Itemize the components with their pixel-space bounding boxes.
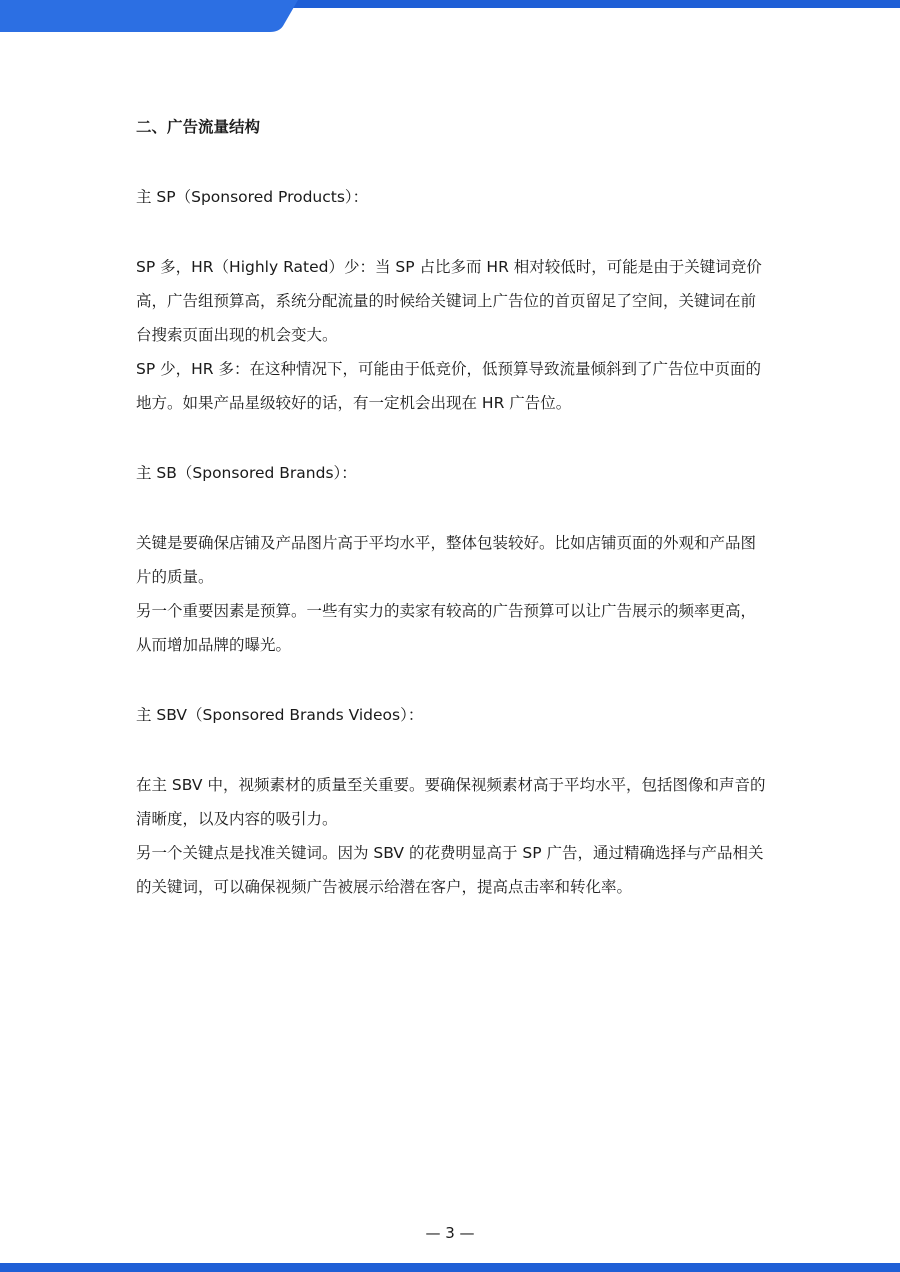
spacer <box>136 420 771 456</box>
spacer <box>136 490 771 526</box>
sbv-paragraph-1: 在主 SBV 中，视频素材的质量至关重要。要确保视频素材高于平均水平，包括图像和声音的清晰度，以及内容的吸引力。 <box>136 776 766 828</box>
sb-paragraph-1: 关键是要确保店铺及产品图片高于平均水平，整体包装较好。比如店铺页面的外观和产品图片的质量。 <box>136 534 757 586</box>
sbv-section-title: 主 SBV（Sponsored Brands Videos）： <box>136 706 424 724</box>
sp-paragraph-2: SP 少，HR 多：在这种情况下，可能由于低竞价，低预算导致流量倾斜到了广告位中页面的地方。如果产品星级较好的话，有一定机会出现在 HR 广告位。 <box>136 360 761 412</box>
spacer <box>136 214 771 250</box>
sp-paragraph-1: SP 多，HR（Highly Rated）少：当 SP 占比多而 HR 相对较低时，可能是由于关键词竞价高，广告组预算高，系统分配流量的时候给关键词上广告位的首页留足了空间，关键词在前台搜索页面出现的机会变大。 <box>136 258 762 344</box>
section-heading: 二、广告流量结构 <box>136 118 261 136</box>
sbv-paragraph-2: 另一个关键点是找准关键词。因为 SBV 的花费明显高于 SP 广告，通过精确选择与产品相关的关键词，可以确保视频广告被展示给潜在客户，提高点击率和转化率。 <box>136 844 764 896</box>
spacer <box>136 662 771 698</box>
header-tab-shape <box>0 0 298 32</box>
spacer <box>136 732 771 768</box>
sp-section-title: 主 SP（Sponsored Products）： <box>136 188 369 206</box>
document-body <box>136 110 771 904</box>
sb-paragraph-2: 另一个重要因素是预算。一些有实力的卖家有较高的广告预算可以让广告展示的频率更高，从而增加品牌的曝光。 <box>136 602 757 654</box>
footer-band <box>0 1263 900 1272</box>
header-band <box>0 0 900 34</box>
sb-section-title: 主 SB（Sponsored Brands）： <box>136 464 357 482</box>
spacer <box>136 144 771 180</box>
page-number: — 3 — <box>425 1224 475 1242</box>
